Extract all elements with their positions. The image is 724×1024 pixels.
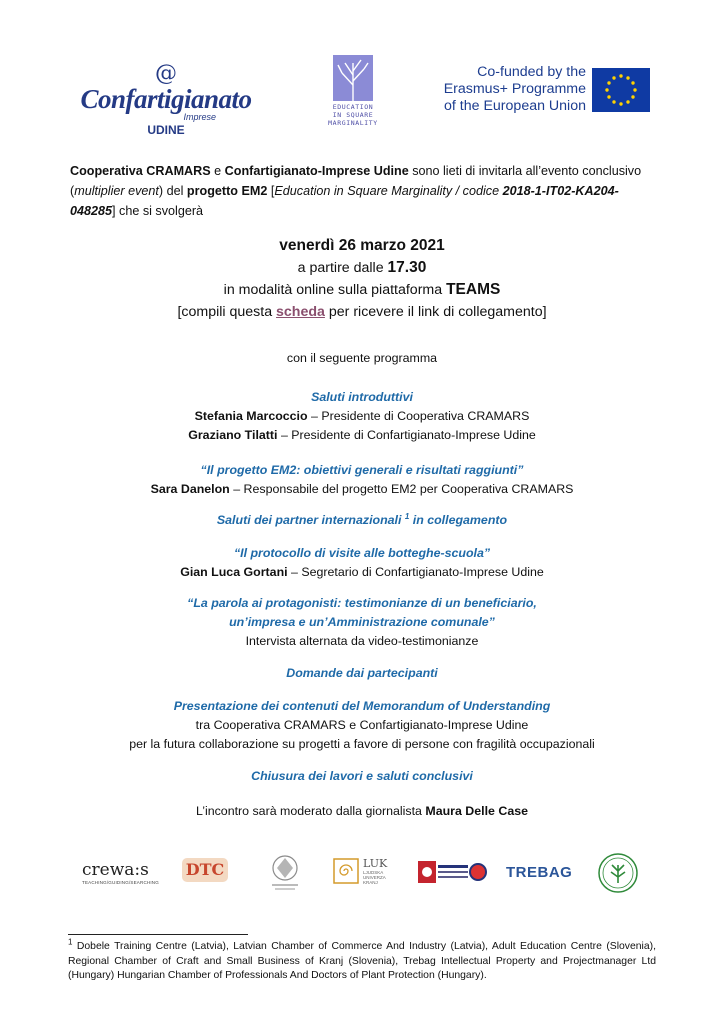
speaker-line: Graziano Tilatti – Presidente di Confartigianato-Imprese Udine xyxy=(188,428,536,442)
speaker-line: Sara Danelon – Responsabile del progetto EM2 per Cooperativa CRAMARS xyxy=(150,482,574,496)
chamber-badge-icon xyxy=(418,861,488,885)
moderator-line: L’incontro sarà moderato dalla giornalista Maura Delle Case xyxy=(196,804,528,818)
program-note: tra Cooperativa CRAMARS e Confartigianato-Imprese Udine xyxy=(195,718,529,732)
event-mode: in modalità online sulla piattaforma TEAMS xyxy=(223,281,501,298)
section-heading: Presentazione dei contenuti del Memorandum of Understanding xyxy=(173,699,551,713)
confartigianato-city: UDINE xyxy=(147,123,185,137)
program-section-8 xyxy=(0,767,724,786)
program-section-6 xyxy=(0,664,724,683)
luk-spiral-icon xyxy=(333,858,359,884)
footnote: $^1$ Dobele Training Centre (Latvia), Latvian Chamber of Commerce And Industry (Latvia), Adult Education Centre (Slovenia), Regional Chamber of Craft and Small Business of Kranj (Slovenia), Trebag Intellectual Property and Projectmanager Ltd (Hungary) Hungarian Chamber of Professionals And Doctors of Plant Protection (Hungary). xyxy=(68,937,656,981)
program-section-3 xyxy=(0,511,724,530)
event-date: venerdì 26 marzo 2021 xyxy=(279,237,445,254)
em2-tree-icon xyxy=(333,55,373,101)
program-section-7 xyxy=(0,697,724,754)
confartigianato-wordmark: Confartigianato xyxy=(80,84,252,114)
speaker-line: Stefania Marcoccio – Presidente di Cooperativa CRAMARS xyxy=(194,409,530,423)
confartigianato-logo xyxy=(78,62,254,140)
footnote-ref: 1 xyxy=(404,511,410,521)
erasmus-cofunded-text: Co-funded by the Erasmus+ Programme of the European Union xyxy=(443,64,586,114)
program-section-5 xyxy=(0,594,724,651)
program-section-4 xyxy=(0,544,724,582)
event-info xyxy=(0,235,724,323)
em2-logo xyxy=(318,55,388,139)
plant-protection-emblem-icon xyxy=(596,850,640,896)
section-heading: “La parola ai protagonisti: testimonianze di un beneficiario, xyxy=(187,596,537,610)
section-heading: un’impresa e un’Amministrazione comunale” xyxy=(229,615,495,629)
chamber-emblem-icon xyxy=(262,850,308,896)
program-note: Intervista alternata da video-testimonianze xyxy=(245,634,479,648)
event-registration: [compili questa scheda per ricevere il link di collegamento] xyxy=(177,304,547,320)
registration-form-link[interactable]: scheda xyxy=(276,304,325,320)
partner-logos xyxy=(0,850,724,900)
dtc-logo: DTC xyxy=(182,850,234,896)
section-heading: “Il protocollo di visite alle botteghe-scuola” xyxy=(233,546,491,560)
crewais-logo: crewa:s TEACHING/GUIDING/SEARCHING xyxy=(82,860,159,885)
trebag-logo: TREBAG xyxy=(506,864,573,881)
section-heading: Chiusura dei lavori e saluti conclusivi xyxy=(251,769,473,783)
section-heading: “Il progetto EM2: obiettivi generali e risultati raggiunti” xyxy=(200,463,524,477)
event-time: a partire dalle 17.30 xyxy=(297,259,427,276)
erasmus-eu-logo xyxy=(406,64,646,124)
eu-flag-icon xyxy=(592,68,650,112)
section-heading: Saluti dei partner internazionali $^1$ in collegamento xyxy=(216,511,508,527)
at-sign-icon: @ xyxy=(155,61,177,86)
luk-logo: LUK LJUDSKA UNIVERZA KRANJ xyxy=(333,850,395,896)
em2-text: EDUCATION IN SQUARE MARGINALITY xyxy=(328,103,378,127)
intro-paragraph: Cooperativa CRAMARS e Confartigianato-Imprese Udine sono lieti di invitarla all’evento conclusivo (multiplier event) del progetto EM2 [Education in Square Marginality / codice 2018-1-IT02-KA204-048285] che si svolgerà xyxy=(70,164,642,218)
section-heading: Saluti introduttivi xyxy=(311,390,413,404)
section-heading: Domande dai partecipanti xyxy=(286,666,438,680)
program-intro: con il seguente programma xyxy=(286,351,438,365)
program-section-1 xyxy=(0,388,724,445)
program-note: per la futura collaborazione su progetti a favore di persone con fragilità occupazionali xyxy=(129,737,595,751)
regional-chamber-logo xyxy=(418,850,488,896)
speaker-line: Gian Luca Gortani – Segretario di Confartigianato-Imprese Udine xyxy=(180,565,544,579)
program-section-2 xyxy=(0,461,724,499)
footnote-divider xyxy=(68,934,248,935)
confartigianato-imprese: Imprese xyxy=(183,112,216,122)
